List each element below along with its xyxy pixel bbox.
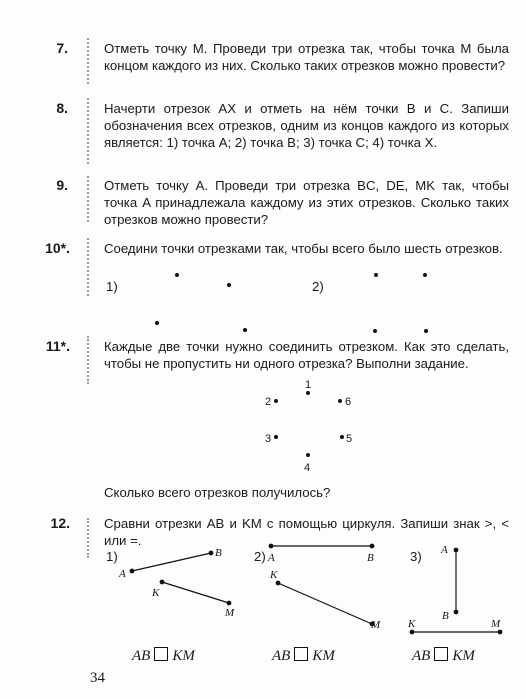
point-label-a: A [268, 552, 275, 564]
task-number: 10*. [45, 240, 70, 256]
point-label: 3 [265, 433, 272, 445]
task-text: Начерти отрезок AX и отметь на нём точки B и C. Запиши обозначения всех отрезков, одним из концов каждого из которых является: 1) точка A; 2) точка B; 3) точка C; 4) точка X. [104, 101, 509, 150]
task-number: 9. [56, 177, 68, 193]
compare-right: KM [312, 648, 335, 664]
part-label: 1) [106, 549, 118, 564]
comparison-1 [132, 647, 195, 665]
page-number: 34 [90, 670, 105, 686]
point-label-k: K [152, 587, 160, 599]
part-label: 2) [312, 279, 324, 294]
task-number: 8. [56, 100, 68, 116]
task-text: Отметь точку M. Проведи три отрезка так, чтобы точка M была концом каждого из них. Сколько таких отрезков можно провести? [104, 41, 509, 73]
part-label: 2) [254, 549, 266, 564]
compare-left: AB [412, 648, 431, 664]
task-number: 12. [50, 515, 70, 531]
part-label: 1) [106, 279, 118, 294]
point-label-a: A [119, 568, 126, 580]
answer-box[interactable] [294, 647, 308, 661]
point-label: 4 [304, 462, 311, 474]
point-label-b: B [215, 547, 222, 559]
point-label-m: M [491, 618, 501, 630]
point-label: 5 [346, 433, 353, 445]
point-label-a: A [441, 544, 448, 556]
point-label-b: B [367, 552, 374, 564]
point-label-m: M [225, 607, 235, 619]
question-text: Сколько всего отрезков получилось? [104, 485, 331, 500]
answer-box[interactable] [434, 647, 448, 661]
task-text: Отметь точку A. Проведи три отрезка BC, DE, MK так, чтобы точка A принадлежала каждому из этих отрезков. Сколько таких отрезков можно провести? [104, 178, 509, 227]
comparison-2 [272, 647, 335, 665]
part-label: 3) [410, 549, 422, 564]
task-text: Каждые две точки нужно соединить отрезком. Как это сделать, чтобы не пропустить ни одного отрезка? Выполни задание. [104, 339, 509, 371]
task-number: 11*. [45, 338, 70, 354]
point-label-m: M [371, 619, 381, 631]
comparison-3 [412, 647, 475, 665]
task-text: Соедини точки отрезками так, чтобы всего было шесть отрезков. [104, 241, 503, 256]
point-label: 6 [345, 396, 352, 408]
compare-right: KM [172, 648, 195, 664]
point-label-k: K [270, 569, 278, 581]
task-text: Сравни отрезки AB и KM с помощью циркуля. Запиши знак >, < или =. [104, 516, 509, 548]
compare-left: AB [272, 648, 291, 664]
compare-right: KM [452, 648, 475, 664]
answer-box[interactable] [154, 647, 168, 661]
point-label-k: K [408, 618, 416, 630]
task-number: 7. [56, 40, 68, 56]
point-label-b: B [442, 610, 449, 622]
compare-left: AB [132, 648, 151, 664]
point-label: 2 [265, 396, 272, 408]
point-label: 1 [305, 379, 312, 391]
